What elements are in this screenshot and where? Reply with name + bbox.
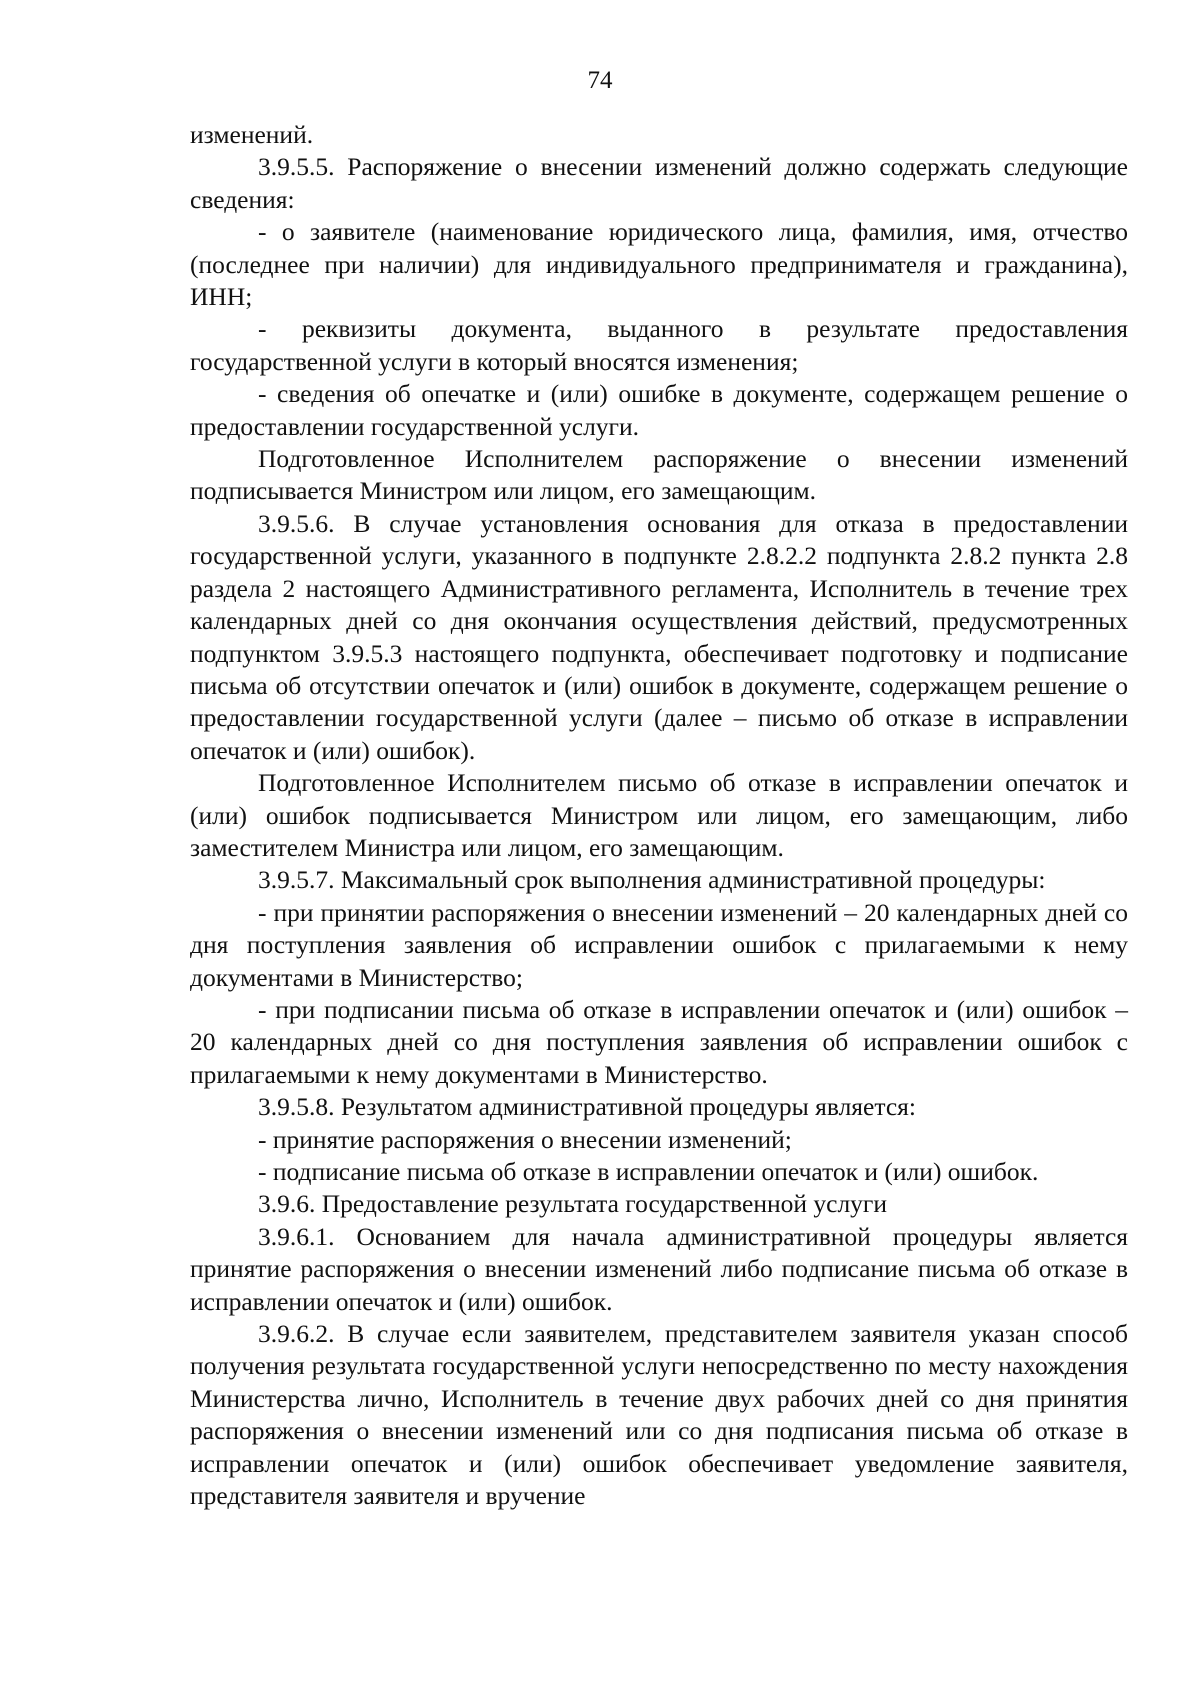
paragraph-continuation: изменений.: [190, 120, 314, 149]
paragraph-3-9-5-8: 3.9.5.8. Результатом административной процедуры является:: [258, 1092, 916, 1122]
list-item-applicant-info: - о заявителе (наименование юридического лица, фамилия, имя, отчество (последнее при наличии) для индивидуального предпринимателя и гражданина), ИНН;: [190, 217, 1128, 312]
list-item-typo-info: - сведения об опечатке и (или) ошибке в документе, содержащем решение о предоставлении государственной услуги.: [190, 379, 1128, 441]
paragraph-3-9-5-5: 3.9.5.5. Распоряжение о внесении изменений должно содержать следующие сведения:: [190, 152, 1128, 214]
list-item-order-deadline: - при принятии распоряжения о внесении изменений – 20 календарных дней со дня поступления заявления об исправлении ошибок с прилагаемыми к нему документами в Министерство;: [190, 897, 1128, 992]
paragraph-3-9-5-7: 3.9.5.7. Максимальный срок выполнения административной процедуры:: [258, 865, 1046, 895]
document-body: [190, 119, 1128, 1512]
list-item-refusal-signing: - подписание письма об отказе в исправлении опечаток и (или) ошибок.: [258, 1157, 1039, 1186]
paragraph-3-9-5-6: 3.9.5.6. В случае установления основания для отказа в предоставлении государственной услуги, указанного в подпункте 2.8.2.2 подпункта 2.8.2 пункта 2.8 раздела 2 настоящего Административного регламента, Исполнитель в течение трех календарных дней со дня окончания осуществления действий, предусмотренных подпунктом 3.9.5.3 настоящего подпункта, обеспечивает подготовку и подписание письма об отсутствии опечаток и (или) ошибок в документе, содержащем решение о предоставлении государственной услуги (далее – письмо об отказе в исправлении опечаток и (или) ошибок).: [190, 508, 1128, 765]
list-item-order-adoption: - принятие распоряжения о внесении изменений;: [258, 1124, 792, 1154]
paragraph-3-9-6-1: 3.9.6.1. Основанием для начала административной процедуры является принятие распоряжения о внесении изменений либо подписание письма об отказе в исправлении опечаток и (или) ошибок.: [190, 1221, 1128, 1316]
list-item-refusal-deadline: - при подписании письма об отказе в исправлении опечаток и (или) ошибок – 20 календарных дней со дня поступления заявления об исправлении ошибок с прилагаемыми к нему документами в Министерство.: [190, 994, 1128, 1089]
section-heading-3-9-6: 3.9.6. Предоставление результата государственной услуги: [258, 1189, 888, 1219]
paragraph-refusal-letter-signing: Подготовленное Исполнителем письмо об отказе в исправлении опечаток и (или) ошибок подписывается Министром или лицом, его замещающим, либо заместителем Министра или лицом, его замещающим.: [190, 768, 1128, 862]
page-number: 74: [587, 67, 613, 94]
paragraph-order-signing: Подготовленное Исполнителем распоряжение о внесении изменений подписывается Министром или лицом, его замещающим.: [190, 444, 1128, 506]
paragraph-3-9-6-2: 3.9.6.2. В случае если заявителем, представителем заявителя указан способ получения результата государственной услуги непосредственно по месту нахождения Министерства лично, Исполнитель в течение двух рабочих дней со дня принятия распоряжения о внесении изменений или со дня подписания письма об отказе в исправлении опечаток и (или) ошибок обеспечивает уведомление заявителя, представителя заявителя и вручение: [190, 1319, 1128, 1511]
list-item-document-details: - реквизиты документа, выданного в результате предоставления государственной услуги в который вносятся изменения;: [190, 314, 1128, 376]
